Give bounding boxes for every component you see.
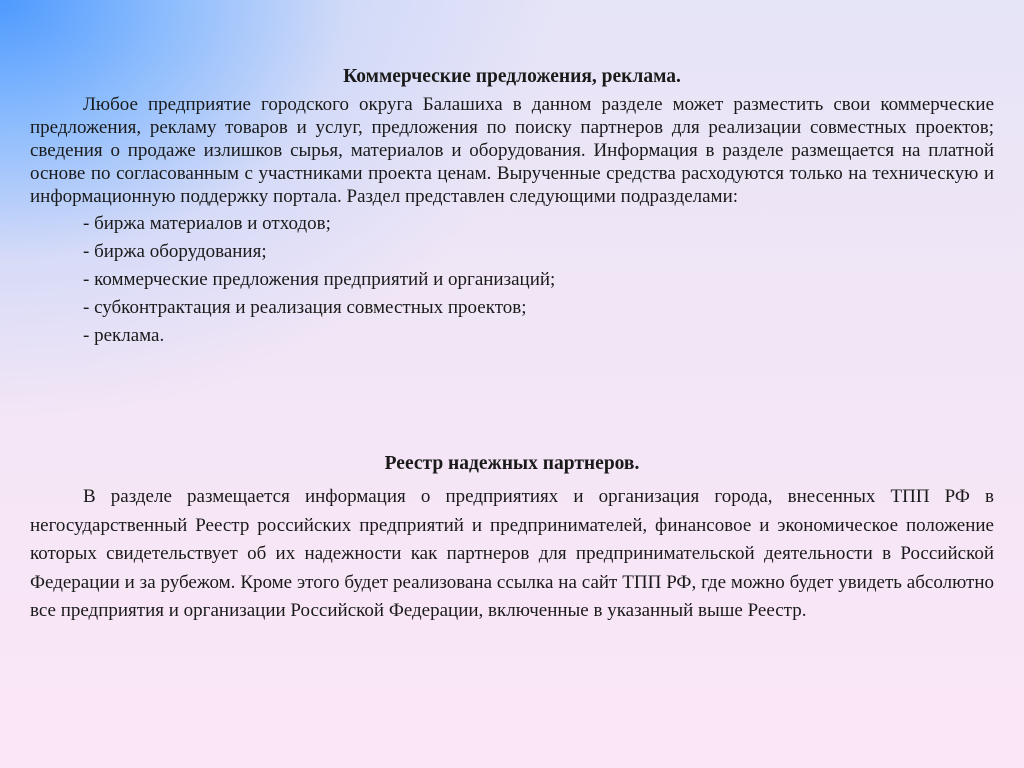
commercial-offers-heading: Коммерческие предложения, реклама. bbox=[343, 66, 681, 87]
list-item: - реклама. bbox=[83, 325, 165, 346]
subsection-list bbox=[30, 210, 994, 350]
reliable-partners-paragraph: В разделе размещается информация о предприятиях и организация города, внесенных ТПП РФ в негосударственный Реестр российских предприятий и предпринимателей, финансовое и экономическое положение которых свидетельствует об их надежности как партнеров для предпринимательской деятельности в Российской Федерации и за рубежом. Кроме этого будет реализована ссылка на сайт ТПП РФ, где можно будет увидеть абсолютно все предприятия и организации Российской Федерации, включенные в указанный выше Реестр. bbox=[30, 486, 994, 621]
list-item: - биржа материалов и отходов; bbox=[83, 213, 331, 234]
reliable-partners-heading: Реестр надежных партнеров. bbox=[384, 453, 640, 474]
list-item: - субконтрактация и реализация совместных проектов; bbox=[83, 297, 527, 318]
reliable-partners-section bbox=[30, 451, 994, 626]
commercial-offers-section bbox=[30, 64, 994, 350]
commercial-offers-paragraph: Любое предприятие городского округа Балашиха в данном разделе может разместить свои коммерческие предложения, рекламу товаров и услуг, предложения по поиску партнеров для реализации совместных проектов; сведения о продаже излишков сырья, материалов и оборудования. Информация в разделе размещается на платной основе по согласованным с участниками проекта ценам. Вырученные средства расходуются только на техническую и информационную поддержку портала. Раздел представлен следующими подразделами: bbox=[30, 94, 994, 207]
list-item: - биржа оборудования; bbox=[83, 241, 267, 262]
list-item: - коммерческие предложения предприятий и организаций; bbox=[83, 269, 556, 290]
